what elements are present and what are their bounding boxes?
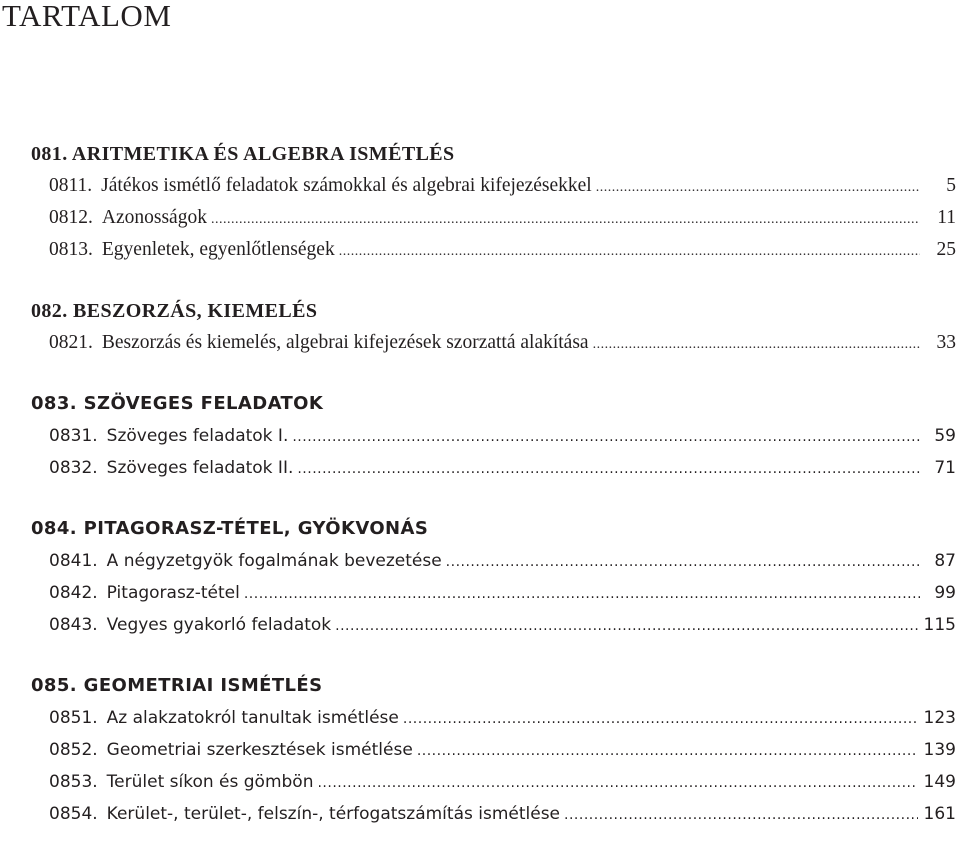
entry-number: 0841. — [49, 551, 98, 571]
section-title: 084. PITAGORASZ-TÉTEL, GYÖKVONÁS — [31, 518, 429, 539]
entry-number: 0853. — [49, 772, 98, 792]
dot-leader — [564, 798, 918, 831]
table-of-contents — [30, 138, 956, 859]
entry-number: 0821. — [49, 332, 93, 353]
dot-leader — [297, 452, 920, 485]
entry-page: 123 — [923, 708, 956, 728]
entry-title: Egyenletek, egyenlőtlenségek — [101, 239, 335, 260]
entry-page: 139 — [923, 740, 956, 760]
entry-page: 99 — [934, 583, 956, 603]
toc-entry-0821[interactable] — [49, 327, 956, 359]
toc-entry-0852[interactable] — [49, 734, 956, 766]
entry-page: 87 — [934, 551, 956, 571]
entry-page: 33 — [936, 332, 956, 353]
dot-leader — [417, 734, 918, 767]
toc-section-085 — [30, 670, 956, 830]
entry-number: 0831. — [49, 426, 98, 446]
entry-number: 0811. — [49, 175, 93, 196]
entry-number: 0843. — [49, 615, 98, 635]
dot-leader — [335, 609, 917, 642]
dot-leader — [403, 702, 918, 735]
entry-number: 0854. — [49, 804, 98, 824]
entry-number: 0842. — [49, 583, 98, 603]
entry-title: Kerület-, terület-, felszín-, térfogatszámítás ismétlése — [106, 804, 561, 824]
entry-title: Az alakzatokról tanultak ismétlése — [106, 708, 399, 728]
toc-entry-0854[interactable] — [49, 798, 956, 830]
entry-title: Terület síkon és gömbön — [106, 772, 314, 792]
toc-section-081 — [30, 138, 956, 266]
section-title: 082. BESZORZÁS, KIEMELÉS — [31, 300, 318, 322]
dot-leader — [596, 170, 920, 204]
dot-leader — [593, 327, 920, 361]
entry-title: Pitagorasz-tétel — [106, 583, 240, 603]
entry-page: 71 — [934, 458, 956, 478]
entry-page: 11 — [937, 207, 956, 228]
entry-title: Beszorzás és kiemelés, algebrai kifejezések szorzattá alakítása — [101, 332, 589, 353]
toc-entry-0841[interactable] — [49, 545, 956, 577]
entry-title: A négyzetgyök fogalmának bevezetése — [106, 551, 442, 571]
dot-leader — [292, 420, 920, 453]
entry-page: 115 — [923, 615, 956, 635]
section-title: 081. ARITMETIKA ÉS ALGEBRA ISMÉTLÉS — [31, 143, 455, 165]
entry-page: 59 — [934, 426, 956, 446]
entry-number: 0812. — [49, 207, 93, 228]
entry-number: 0851. — [49, 708, 98, 728]
entry-title: Azonosságok — [101, 207, 207, 228]
entry-page: 149 — [923, 772, 956, 792]
entry-title: Vegyes gyakorló feladatok — [106, 615, 332, 635]
section-title: 085. GEOMETRIAI ISMÉTLÉS — [31, 675, 323, 696]
entry-title: Szöveges feladatok I. — [106, 426, 289, 446]
toc-entry-0831[interactable] — [49, 420, 956, 452]
dot-leader — [211, 202, 920, 236]
toc-entry-0832[interactable] — [49, 452, 956, 484]
toc-entry-0811[interactable] — [49, 170, 956, 202]
entry-title: Geometriai szerkesztések ismétlése — [106, 740, 413, 760]
toc-entry-0851[interactable] — [49, 702, 956, 734]
toc-entry-0853[interactable] — [49, 766, 956, 798]
toc-entry-0843[interactable] — [49, 609, 956, 641]
toc-entry-0842[interactable] — [49, 577, 956, 609]
entry-page: 161 — [923, 804, 956, 824]
entry-number: 0832. — [49, 458, 98, 478]
toc-section-082 — [30, 295, 956, 359]
toc-entry-0812[interactable] — [49, 202, 956, 234]
entry-title: Játékos ismétlő feladatok számokkal és algebrai kifejezésekkel — [101, 175, 592, 196]
entry-page: 25 — [936, 239, 956, 260]
dot-leader — [244, 577, 920, 610]
entry-title: Szöveges feladatok II. — [106, 458, 294, 478]
dot-leader — [317, 766, 917, 799]
section-title: 083. SZÖVEGES FELADATOK — [31, 393, 324, 414]
dot-leader — [339, 234, 920, 268]
dot-leader — [446, 545, 920, 578]
toc-entry-0813[interactable] — [49, 234, 956, 266]
entry-number: 0813. — [49, 239, 93, 260]
toc-section-083 — [30, 388, 956, 484]
toc-section-084 — [30, 513, 956, 641]
entry-page: 5 — [946, 175, 956, 196]
entry-number: 0852. — [49, 740, 98, 760]
page-title: TARTALOM — [2, 0, 172, 33]
